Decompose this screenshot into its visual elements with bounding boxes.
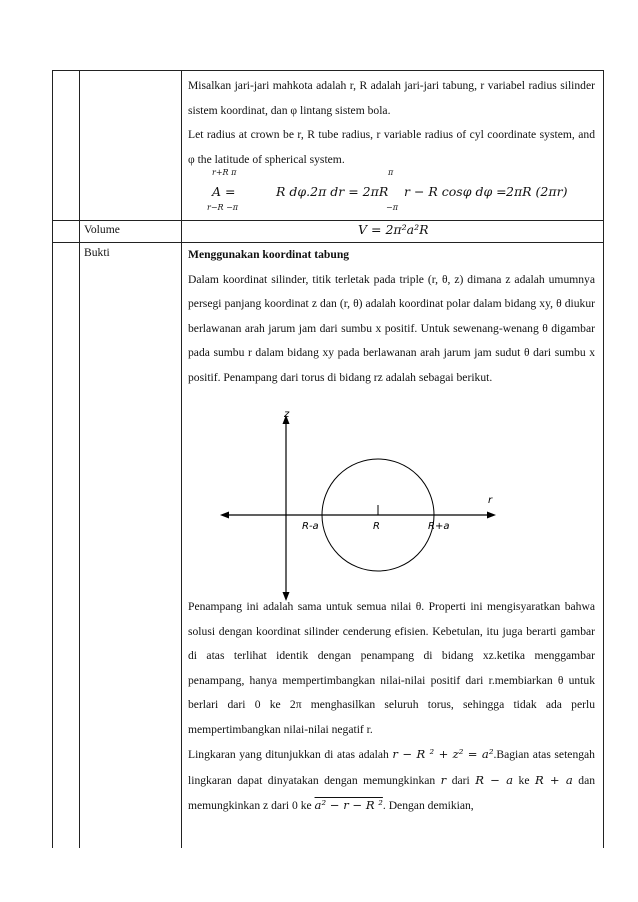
- integral-lower-limit-1: r−R −π: [207, 203, 239, 212]
- variable-r: r: [440, 772, 447, 787]
- area-integrand: R dφ.2π dr = 2πR: [276, 184, 389, 199]
- para3-part-c: dari: [451, 773, 470, 787]
- label-r-plus-a: R+a: [428, 521, 450, 532]
- area-lhs: A =: [212, 184, 236, 199]
- outer-column-border: [52, 70, 53, 848]
- para3-part-b: .Bagian atas setengah lingkaran dapat dinyatakan dengan memungkinkan: [188, 748, 595, 787]
- proof-paragraph-3: [188, 742, 595, 819]
- sqrt-expression: a² − r − R ²: [314, 798, 383, 812]
- para3-part-f: . Dengan demikian,: [382, 799, 474, 812]
- table-border-right: [603, 70, 604, 848]
- table-border-left: [79, 70, 80, 848]
- intro-text: [188, 74, 595, 172]
- r-axis-label: r: [488, 495, 493, 506]
- r-axis-arrow-left: [220, 512, 229, 519]
- para3-part-e: dan memungkinkan z dari 0 ke: [188, 773, 596, 812]
- range-from: R − a: [475, 772, 514, 787]
- label-r-center: R: [373, 521, 380, 532]
- integral-upper-limit-2: π: [388, 168, 394, 177]
- range-to: R + a: [534, 772, 573, 787]
- proof-text-bottom: [188, 595, 595, 819]
- para3-part-a: Lingkaran yang ditunjukkan di atas adalah: [188, 748, 389, 761]
- volume-formula: V = 2π²a²R: [358, 222, 429, 237]
- outer-row-divider-1: [52, 220, 80, 221]
- volume-label: Volume: [84, 223, 120, 236]
- outer-top-border: [52, 70, 80, 71]
- proof-text-top: [188, 243, 595, 390]
- outer-row-divider-2: [52, 242, 80, 243]
- label-r-minus-a: R-a: [302, 521, 319, 532]
- intro-english: Let radius at crown be r, R tube radius, r variable radius of cyl coordinate system, and φ the latitude of spherical system.: [188, 128, 595, 166]
- torus-cross-section-diagram: [188, 405, 508, 605]
- area-integrand-2: r − R cosφ dφ =: [404, 184, 507, 199]
- proof-label: Bukti: [84, 246, 110, 259]
- table-border-top: [79, 70, 604, 71]
- integral-upper-limit-1: r+R π: [212, 168, 237, 177]
- r-axis-arrow-right: [487, 512, 496, 519]
- proof-paragraph-1: Dalam koordinat silinder, titik terletak pada triple (r, θ, z) dimana z adalah umumnya persegi panjang koordinat z dan (r, θ) adalah koordinat polar dalam bidang xy, θ diukur berlawanan arah jarum jam dari sumbu x positif. Untuk sewenang-wenang θ digambar pada sumbu r dalam bidang xy pada berlawanan arah jarum jam sudut θ dari sumbu x positif. Penampang dari torus di bidang rz adalah sebagai berikut.: [188, 272, 595, 384]
- area-result: 2πR (2πr): [506, 184, 568, 199]
- proof-paragraph-2: Penampang ini adalah sama untuk semua nilai θ. Properti ini mengisyaratkan bahwa solusi dengan koordinat silinder cenderung efisien. Kebetulan, itu juga berarti gambar di atas terlihat identik dengan penampang di bidang xz.ketika menggambar penampang, hanya mempertimbangkan nilai-nilai positif dari r.membiarkan θ untuk berlari dari 0 ke 2π menghasilkan seluruh torus, sehingga tidak ada perlu mempertimbangkan nilai-nilai negatif r.: [188, 600, 595, 736]
- intro-indonesian: Misalkan jari-jari mahkota adalah r, R adalah jari-jari tabung, r variabel radius silinder sistem koordinat, dan φ lintang sistem bola.: [188, 79, 595, 117]
- table-column-divider: [181, 70, 182, 848]
- circle-equation: r − R ² + z² = a²: [392, 747, 494, 761]
- para3-part-d: ke: [518, 773, 530, 787]
- integral-lower-limit-2: −π: [386, 203, 398, 212]
- z-axis-label: z: [284, 409, 290, 420]
- row-divider-1: [79, 220, 604, 221]
- proof-heading: Menggunakan koordinat tabung: [188, 248, 350, 261]
